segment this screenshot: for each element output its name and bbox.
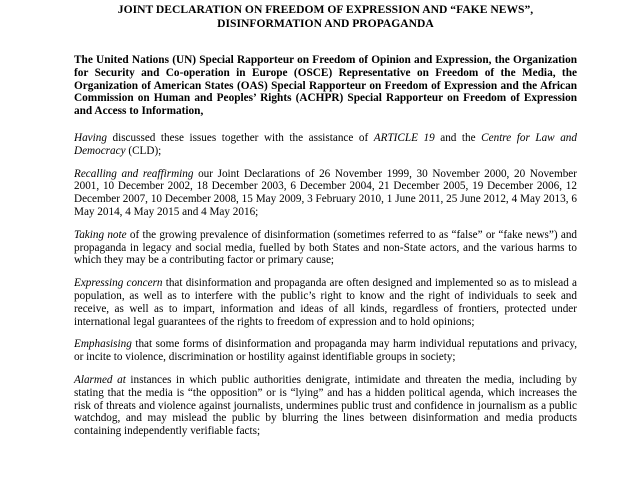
title-line-2: DISINFORMATION AND PROPAGANDA (217, 17, 434, 30)
paragraph-alarmed: Alarmed at instances in which public authorities denigrate, intimidate and threaten the media, including by stating that the media is “the opposition” or is “lying” and has a hidden political agenda, which increases the risk of threats and violence against journalists, undermines public trust and confidence in journalism as a public watchdog, and may mislead the public by blurring the lines between disinformation and media products containing independently verifiable facts; (74, 373, 577, 438)
org-cld: Centre for Law and Democracy (74, 131, 577, 157)
lead-phrase: Recalling and reaffirming (74, 167, 194, 180)
paragraph-recalling: Recalling and reaffirming our Joint Declarations of 26 November 1999, 30 November 2000, 20 November 2001, 10 December 2002, 18 December 2003, 6 December 2004, 21 December 2005, 19 December 2006, 12 December 2007, 10 December 2008, 15 May 2009, 3 February 2010, 1 June 2011, 25 June 2012, 4 May 2013, 6 May 2014, 4 May 2015 and 4 May 2016; (74, 167, 577, 218)
lead-phrase: Alarmed at (74, 373, 126, 386)
document-title (74, 3, 577, 31)
preamble-paragraph: The United Nations (UN) Special Rapporteur on Freedom of Opinion and Expression, the Organization for Security and Co-operation in Europe (OSCE) Representative on Freedom of the Media, the Organization of American States (OAS) Special Rapporteur on Freedom of Expression and the African Commission on Human and Peoples’ Rights (ACHPR) Special Rapporteur on Freedom of Expression and Access to Information, (74, 54, 577, 118)
paragraph-expressing-concern: Expressing concern that disinformation and propaganda are often designed and implemented so as to mislead a population, as well as to interfere with the public’s right to know and the right of individuals to seek and receive, as well as to impart, information and ideas of all kinds, regardless of frontiers, protected under international legal guarantees of the rights to freedom of expression and to hold opinions; (74, 277, 577, 328)
paragraph-taking-note: Taking note of the growing prevalence of disinformation (sometimes referred to as “false” or “fake news”) and propaganda in legacy and social media, fuelled by both States and non-State actors, and the various harms to which they may be a contributing factor or primary cause; (74, 228, 578, 267)
paragraph-having: Having discussed these issues together with the assistance of ARTICLE 19 and the Centre for Law and Democracy (CLD); (74, 131, 577, 157)
title-line-1: JOINT DECLARATION ON FREEDOM OF EXPRESSION AND “FAKE NEWS”, (117, 3, 534, 16)
org-article19: ARTICLE 19 (373, 131, 435, 144)
lead-phrase: Having (74, 131, 107, 144)
paragraph-emphasising: Emphasising that some forms of disinformation and propaganda may harm individual reputations and privacy, or incite to violence, discrimination or hostility against identifiable groups in society; (74, 338, 577, 364)
lead-phrase: Expressing concern (74, 277, 163, 290)
lead-phrase: Taking note (74, 228, 127, 241)
lead-phrase: Emphasising (74, 338, 132, 351)
